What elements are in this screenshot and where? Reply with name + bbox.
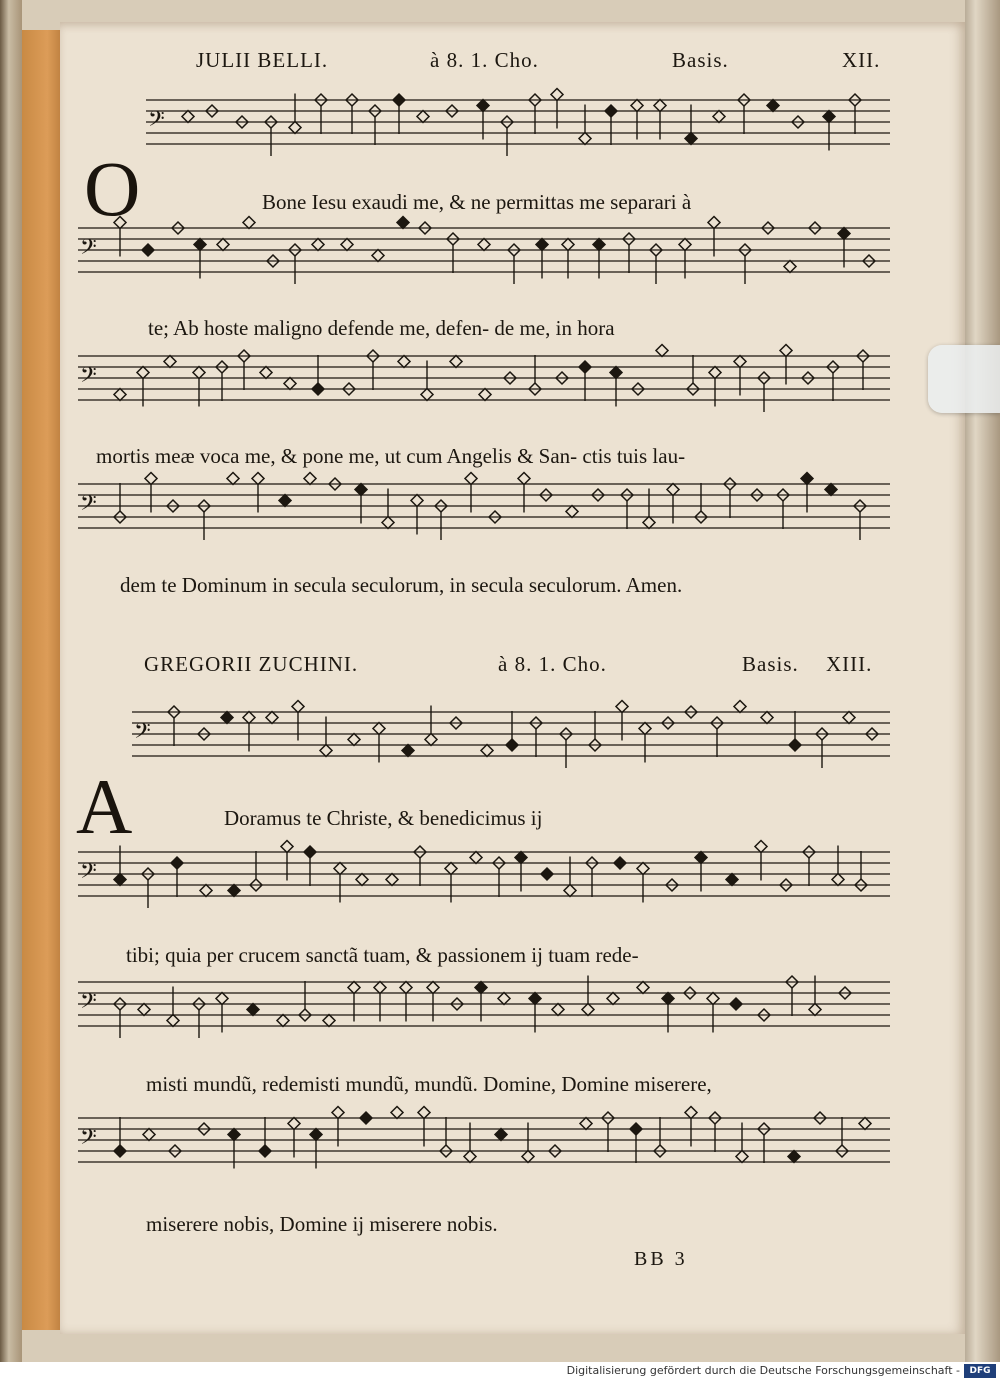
note-head [479,389,491,401]
note-head [382,517,394,529]
note-head [142,244,154,256]
note-head [614,857,626,869]
bass-clef-icon: 𝄢 [134,719,151,749]
note-head [393,94,405,106]
piece1-lyric-line-1: Bone Iesu exaudi me, & ne permittas me separari à [262,190,692,214]
staff-3 [78,345,890,413]
note-head [582,1004,594,1016]
note-head [114,389,126,401]
note-head [427,982,439,994]
note-head [400,982,412,994]
piece1-lyric-line-2: te; Ab hoste maligno defende me, defen- de me, in hora [148,316,615,340]
note-head [564,885,576,897]
note-head [114,1145,126,1157]
note-head [707,993,719,1005]
note-head [386,874,398,886]
note-head [194,239,206,251]
note-head [227,473,239,485]
note-head [281,841,293,853]
note-head [481,745,493,757]
note-head [685,133,697,145]
note-head [145,473,157,485]
note-head [292,701,304,713]
note-head [859,1118,871,1130]
note-head [515,852,527,864]
note-head [417,111,429,123]
note-head [247,1004,259,1016]
dfg-logo: DFG [964,1364,996,1378]
note-head [348,982,360,994]
note-head [137,367,149,379]
piece2-lyric-line-4: miserere nobis, Domine ij miserere nobis. [146,1212,498,1236]
bass-clef-icon: 𝄢 [80,859,97,889]
note-head [289,122,301,134]
note-head [780,345,792,357]
piece1-voices: à 8. 1. Cho. [430,48,539,72]
piece2-part: Basis. [742,652,799,676]
note-head [348,734,360,746]
note-head [252,473,264,485]
note-head [709,367,721,379]
note-head [788,1151,800,1163]
piece1-part: Basis. [672,48,729,72]
note-head [310,1129,322,1141]
note-head [662,993,674,1005]
bass-clef-icon: 𝄢 [80,363,97,393]
piece1-number: XII. [842,48,881,72]
piece2-voices: à 8. 1. Cho. [498,652,607,676]
note-head [228,1129,240,1141]
note-head [643,517,655,529]
note-head [552,1004,564,1016]
note-head [566,506,578,518]
note-head [843,712,855,724]
note-head [825,484,837,496]
bass-clef-icon: 𝄢 [80,235,97,265]
staff-7 [78,976,890,1039]
note-head [734,701,746,713]
note-head [551,89,563,101]
note-head [182,111,194,123]
note-head [498,993,510,1005]
note-head [464,1151,476,1163]
staff-1 [146,89,890,157]
note-head [679,239,691,251]
note-head [506,739,518,751]
note-head [167,1015,179,1027]
note-head [637,863,649,875]
piece2-number: XIII. [826,652,873,676]
bass-clef-icon: 𝄢 [80,491,97,521]
note-head [372,250,384,262]
note-head [518,473,530,485]
note-head [421,389,433,401]
note-head [579,361,591,373]
note-head [654,100,666,112]
note-head [630,1123,642,1135]
note-head [445,863,457,875]
note-head [478,239,490,251]
note-head [755,841,767,853]
note-head [332,1107,344,1119]
note-head [138,1004,150,1016]
note-head [529,993,541,1005]
note-head [838,228,850,240]
piece1-lyric-line-4: dem te Dominum in secula seculorum, in secula seculorum. Amen. [120,573,683,597]
note-head [341,239,353,251]
note-head [373,723,385,735]
note-head [832,874,844,886]
note-head [562,239,574,251]
note-head [260,367,272,379]
note-head [789,739,801,751]
note-head [221,712,233,724]
note-head [304,846,316,858]
note-head [784,261,796,273]
note-head [411,495,423,507]
note-head [522,1151,534,1163]
note-head [685,1107,697,1119]
note-head [475,982,487,994]
note-head [266,712,278,724]
signature-mark: BB 3 [634,1248,688,1270]
note-head [801,473,813,485]
note-head [114,217,126,229]
piece2-composer: GREGORII ZUCHINI. [144,652,359,676]
bass-clef-icon: 𝄢 [80,989,97,1019]
note-head [397,217,409,229]
piece2-lyric-line-1: Doramus te Christe, & benedicimus ij [224,806,543,830]
note-head [667,484,679,496]
note-head [736,1151,748,1163]
note-head [465,473,477,485]
note-head [360,1112,372,1124]
staff-8 [78,1107,890,1169]
note-head [216,993,228,1005]
note-head [374,982,386,994]
note-head [334,863,346,875]
note-head [708,217,720,229]
note-head [823,111,835,123]
note-head [767,100,779,112]
note-head [734,356,746,368]
staff-6 [78,841,890,909]
note-head [639,723,651,735]
note-head [541,868,553,880]
note-head [761,712,773,724]
note-head [616,701,628,713]
footer-credit: Digitalisierung gefördert durch die Deutsche Forschungsgemeinschaft - [566,1364,960,1377]
note-head [284,378,296,390]
note-head [726,874,738,886]
note-head [279,495,291,507]
note-head [809,1004,821,1016]
note-head [637,982,649,994]
note-head [470,852,482,864]
note-head [217,239,229,251]
staff-5 [132,701,890,769]
note-head [610,367,622,379]
note-head [631,100,643,112]
note-head [398,356,410,368]
note-head [164,356,176,368]
note-head [391,1107,403,1119]
note-head [114,874,126,886]
note-head [320,745,332,757]
note-head [593,239,605,251]
bass-clef-icon: 𝄢 [80,1125,97,1155]
note-head [402,745,414,757]
staff-4 [78,473,890,541]
piece1-composer: JULII BELLI. [196,48,329,72]
note-head [418,1107,430,1119]
note-head [477,100,489,112]
piece2-initial: A [76,763,133,850]
note-head [143,1129,155,1141]
note-head [580,1118,592,1130]
footer-bar [0,1362,1000,1382]
note-head [312,239,324,251]
note-head [425,734,437,746]
note-head [656,345,668,357]
note-head [259,1145,271,1157]
note-head [730,998,742,1010]
staff-2 [78,217,890,285]
note-head [304,473,316,485]
note-head [536,239,548,251]
note-head [200,885,212,897]
note-head [713,111,725,123]
note-head [277,1015,289,1027]
piece2-lyric-line-2: tibi; quia per crucem sanctã tuam, & passionem ij tuam rede- [126,943,639,967]
note-head [607,993,619,1005]
bass-clef-icon: 𝄢 [148,107,165,137]
note-head [243,712,255,724]
note-head [450,356,462,368]
note-head [605,105,617,117]
note-head [355,484,367,496]
note-head [312,383,324,395]
note-head [323,1015,335,1027]
note-head [228,885,240,897]
note-head [193,367,205,379]
piece1-initial: O [84,145,141,232]
note-head [695,852,707,864]
note-head [171,857,183,869]
note-head [288,1118,300,1130]
piece2-lyric-line-3: misti mundũ, redemisti mundũ, mundũ. Domine, Domine miserere, [146,1072,712,1096]
note-head [579,133,591,145]
note-head [243,217,255,229]
note-head [495,1129,507,1141]
piece1-lyric-line-3: mortis meæ voca me, & pone me, ut cum Angelis & San- ctis tuis lau- [96,444,686,468]
note-head [356,874,368,886]
